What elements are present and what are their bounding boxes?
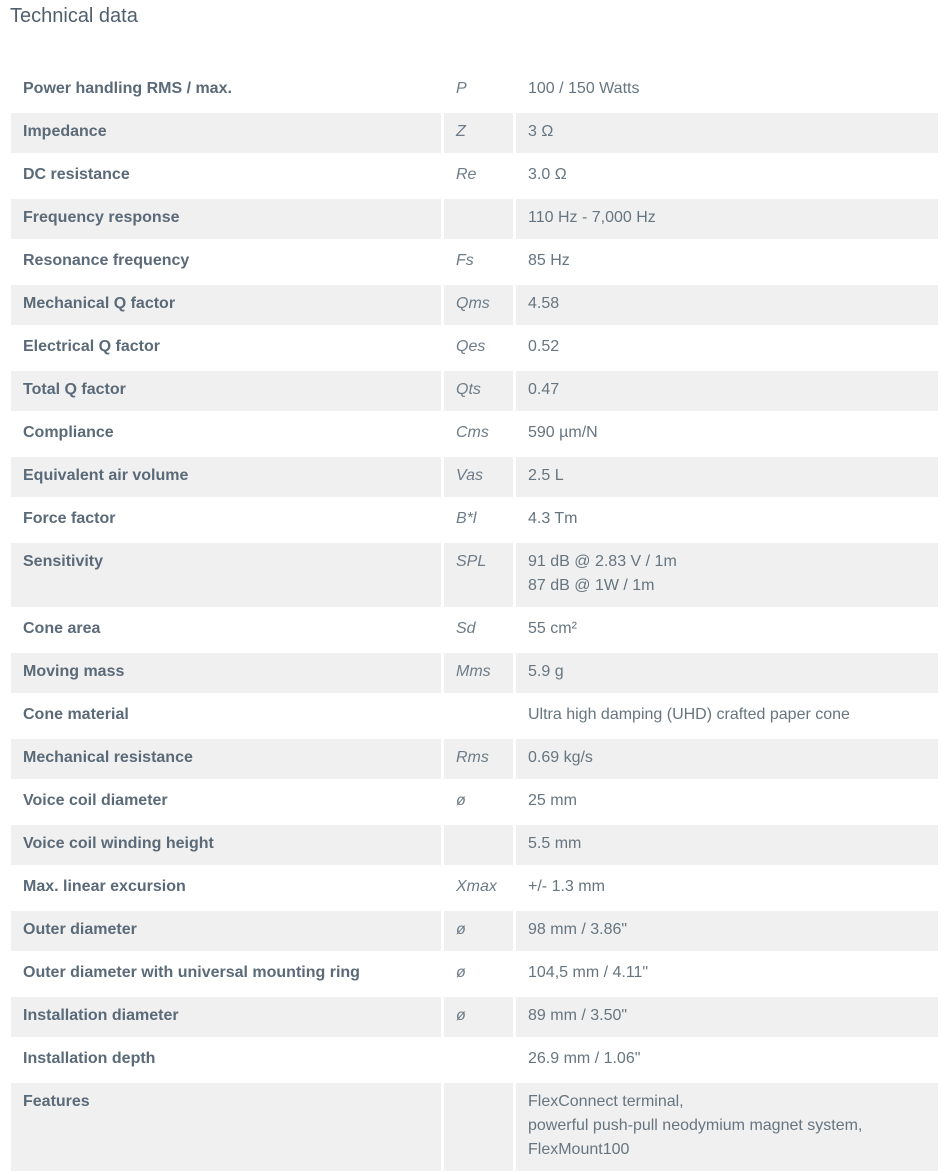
table-row bbox=[11, 156, 938, 196]
spec-label: Power handling RMS / max. bbox=[23, 80, 232, 97]
spec-value: 3.0 Ω bbox=[528, 166, 567, 183]
spec-label: Electrical Q factor bbox=[23, 338, 160, 355]
spec-symbol: Mms bbox=[441, 653, 516, 693]
table-row bbox=[11, 199, 938, 239]
spec-symbol: P bbox=[441, 70, 516, 110]
spec-label: Max. linear excursion bbox=[23, 878, 186, 895]
spec-symbol: Qms bbox=[441, 285, 516, 325]
table-row bbox=[11, 371, 938, 411]
spec-symbol bbox=[441, 199, 516, 239]
spec-symbol: Z bbox=[441, 113, 516, 153]
table-row bbox=[11, 500, 938, 540]
table-row bbox=[11, 782, 938, 822]
spec-symbol: Rms bbox=[441, 739, 516, 779]
spec-symbol: Sd bbox=[441, 610, 516, 650]
table-row bbox=[11, 328, 938, 368]
spec-label: Frequency response bbox=[11, 199, 441, 239]
spec-label: Outer diameter with universal mounting ring bbox=[23, 964, 360, 981]
spec-symbol: Vas bbox=[441, 457, 516, 497]
table-row bbox=[11, 696, 938, 736]
spec-label: Equivalent air volume bbox=[11, 457, 441, 497]
spec-value: 91 dB @ 2.83 V / 1m 87 dB @ 1W / 1m bbox=[516, 543, 938, 607]
spec-value: Ultra high damping (UHD) crafted paper cone bbox=[528, 706, 850, 723]
table-row bbox=[11, 739, 938, 779]
spec-symbol: Xmax bbox=[441, 868, 516, 908]
table-row bbox=[11, 70, 938, 110]
table-row bbox=[11, 997, 938, 1037]
spec-value: 100 / 150 Watts bbox=[528, 80, 640, 97]
spec-value: 3 Ω bbox=[516, 113, 938, 153]
table-row bbox=[11, 1083, 938, 1171]
table-row bbox=[11, 457, 938, 497]
table-row bbox=[11, 868, 938, 908]
table-row bbox=[11, 825, 938, 865]
table-row bbox=[11, 911, 938, 951]
spec-label: Cone area bbox=[23, 620, 101, 637]
spec-label: Sensitivity bbox=[11, 543, 441, 607]
spec-label: Force factor bbox=[23, 510, 116, 527]
spec-label: Voice coil winding height bbox=[11, 825, 441, 865]
page-title: Technical data bbox=[10, 5, 138, 27]
spec-value: 25 mm bbox=[528, 792, 577, 809]
table-row bbox=[11, 543, 938, 607]
spec-symbol: Cms bbox=[441, 414, 516, 454]
table-row bbox=[11, 113, 938, 153]
spec-label: Cone material bbox=[23, 706, 129, 723]
table-row bbox=[11, 653, 938, 693]
spec-value: 26.9 mm / 1.06" bbox=[528, 1050, 641, 1067]
spec-symbol: ø bbox=[441, 911, 516, 951]
spec-label: Impedance bbox=[11, 113, 441, 153]
spec-symbol: ø bbox=[441, 954, 516, 994]
spec-label: Moving mass bbox=[11, 653, 441, 693]
table-row bbox=[11, 954, 938, 994]
spec-label: Resonance frequency bbox=[23, 252, 190, 269]
spec-value: +/- 1.3 mm bbox=[528, 878, 605, 895]
spec-symbol: ø bbox=[441, 782, 516, 822]
spec-value: 0.69 kg/s bbox=[516, 739, 938, 779]
spec-label: Total Q factor bbox=[11, 371, 441, 411]
spec-value: 98 mm / 3.86" bbox=[516, 911, 938, 951]
spec-symbol bbox=[441, 696, 516, 736]
spec-symbol: Re bbox=[441, 156, 516, 196]
table-row bbox=[11, 285, 938, 325]
spec-symbol bbox=[441, 825, 516, 865]
spec-symbol bbox=[441, 1083, 516, 1171]
spec-symbol: Qes bbox=[441, 328, 516, 368]
spec-label: Outer diameter bbox=[11, 911, 441, 951]
spec-value: 0.47 bbox=[516, 371, 938, 411]
technical-data-body bbox=[11, 70, 938, 1171]
spec-label: Mechanical resistance bbox=[11, 739, 441, 779]
technical-data-table bbox=[11, 67, 938, 1174]
spec-value: 110 Hz - 7,000 Hz bbox=[516, 199, 938, 239]
spec-label: Installation diameter bbox=[11, 997, 441, 1037]
spec-label: DC resistance bbox=[23, 166, 130, 183]
table-row bbox=[11, 1040, 938, 1080]
spec-symbol: Qts bbox=[441, 371, 516, 411]
table-row bbox=[11, 610, 938, 650]
spec-symbol bbox=[441, 1040, 516, 1080]
spec-label: Compliance bbox=[23, 424, 114, 441]
spec-value: 590 µm/N bbox=[528, 424, 598, 441]
spec-label: Voice coil diameter bbox=[23, 792, 168, 809]
spec-value: 85 Hz bbox=[528, 252, 570, 269]
spec-value: 4.3 Tm bbox=[528, 510, 578, 527]
spec-value: 4.58 bbox=[516, 285, 938, 325]
spec-value: 104,5 mm / 4.11" bbox=[528, 964, 649, 981]
spec-symbol: Fs bbox=[441, 242, 516, 282]
spec-value: FlexConnect terminal, powerful push-pull neodymium magnet system, FlexMount100 bbox=[516, 1083, 938, 1171]
spec-symbol: SPL bbox=[441, 543, 516, 607]
table-row bbox=[11, 414, 938, 454]
spec-symbol: B*l bbox=[441, 500, 516, 540]
spec-value: 5.9 g bbox=[516, 653, 938, 693]
spec-value: 0.52 bbox=[528, 338, 560, 355]
spec-label: Mechanical Q factor bbox=[11, 285, 441, 325]
spec-value: 2.5 L bbox=[516, 457, 938, 497]
spec-value: 5.5 mm bbox=[516, 825, 938, 865]
spec-value: 55 cm² bbox=[528, 620, 577, 637]
spec-label: Installation depth bbox=[23, 1050, 156, 1067]
spec-symbol: ø bbox=[441, 997, 516, 1037]
spec-value: 89 mm / 3.50" bbox=[516, 997, 938, 1037]
table-row bbox=[11, 242, 938, 282]
spec-label: Features bbox=[11, 1083, 441, 1171]
